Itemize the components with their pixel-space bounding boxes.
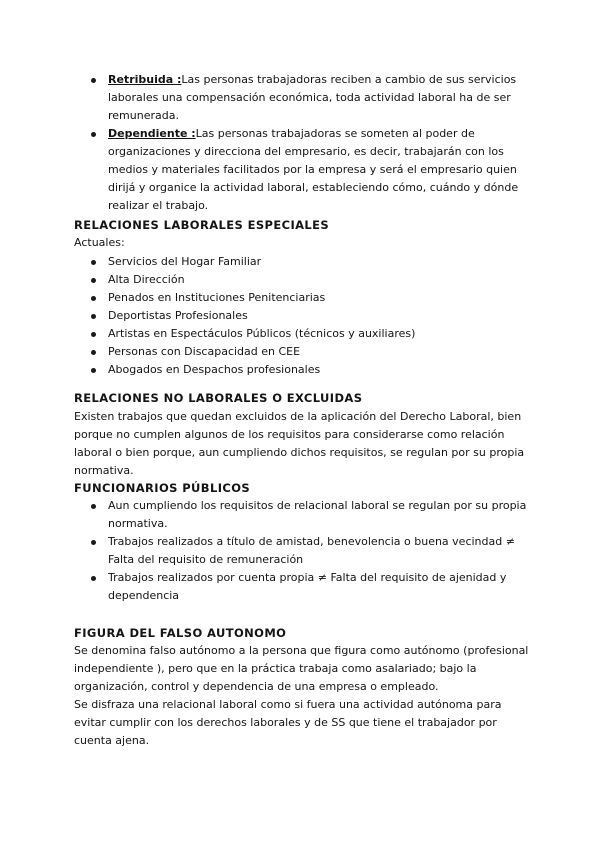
excluded-paragraph: Existen trabajos que quedan excluidos de la aplicación del Derecho Laboral, bien porque no cumplen algunos de los requisitos para considerarse como relación laboral o bien porque, aun cumpliendo dichos requisitos, se regulan por su propia normativa. xyxy=(74,410,525,477)
term-retribuida: Retribuida : xyxy=(108,73,182,86)
false-self-paragraph-1: Se denomina falso autónomo a la persona que figura como autónomo (profesional independiente ), pero que en la práctica trabaja como asalariado; bajo la organización, control y dependencia de una empresa o empleado. xyxy=(74,644,529,693)
heading-special: RELACIONES LABORALES ESPECIALES xyxy=(74,218,330,232)
intro-bullet-list xyxy=(74,71,534,215)
heading-excluded: RELACIONES NO LABORALES O EXCLUIDAS xyxy=(74,391,363,405)
list-item: Trabajos realizados por cuenta propia ≠ Falta del requisito de ajenidad y dependencia xyxy=(74,569,534,605)
bullet-text: Las personas trabajadoras reciben a cambio de sus servicios laborales una compensación económica, toda actividad laboral ha de ser remunerada. xyxy=(108,73,517,122)
list-item: Artistas en Espectáculos Públicos (técnicos y auxiliares) xyxy=(74,325,534,343)
list-item: Penados en Instituciones Penitenciarias xyxy=(74,289,534,307)
false-self-paragraph-2: Se disfraza una relacional laboral como si fuera una actividad autónoma para evitar cumplir con los derechos laborales y de SS que tiene el trabajador por cuenta ajena. xyxy=(74,698,502,747)
special-intro: Actuales: xyxy=(74,236,125,249)
bullet-text: Las personas trabajadoras se someten al poder de organizaciones y direcciona del empresario, es decir, trabajarán con los medios y materiales facilitados por la empresa y será el empresario quien dirijá y organice la actividad laboral, estableciendo cómo, cuándo y dónde realizar el trabajo. xyxy=(108,127,519,212)
list-item: Personas con Discapacidad en CEE xyxy=(74,343,534,361)
list-item: Aun cumpliendo los requisitos de relacional laboral se regulan por su propia normativa. xyxy=(74,497,534,533)
bullet-retribuida xyxy=(74,71,534,125)
heading-false-self-employed: FIGURA DEL FALSO AUTONOMO xyxy=(74,626,287,640)
heading-officials: FUNCIONARIOS PÚBLICOS xyxy=(74,481,251,495)
list-item: Trabajos realizados a título de amistad, benevolencia o buena vecindad ≠ Falta del requisito de remuneración xyxy=(74,533,534,569)
list-item: Alta Dirección xyxy=(74,271,534,289)
list-item: Servicios del Hogar Familiar xyxy=(74,253,534,271)
term-dependiente: Dependiente : xyxy=(108,127,196,140)
list-item: Deportistas Profesionales xyxy=(74,307,534,325)
officials-list xyxy=(74,497,534,605)
list-item: Abogados en Despachos profesionales xyxy=(74,361,534,379)
bullet-dependiente xyxy=(74,125,534,215)
special-list xyxy=(74,253,534,379)
